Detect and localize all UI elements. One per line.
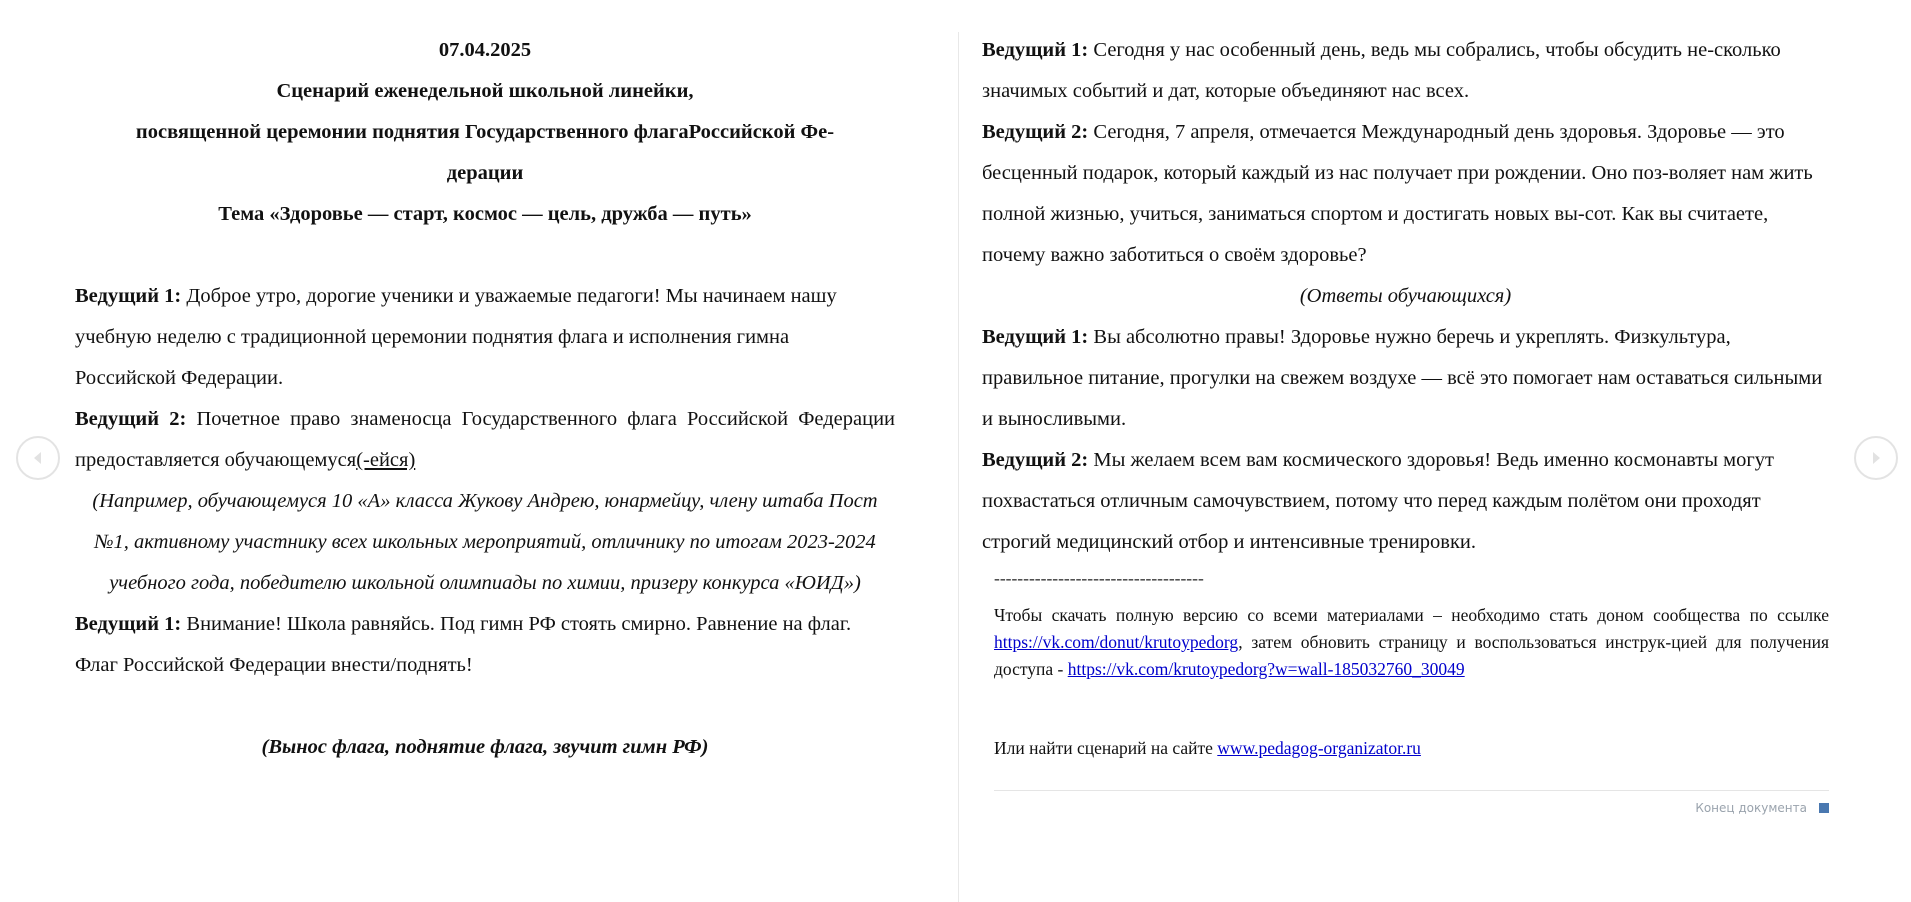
speaker-label: Ведущий 2:: [982, 449, 1089, 471]
end-marker-icon: [1819, 803, 1829, 813]
paragraph-text: Доброе утро, дорогие ученики и уважаемые педагоги! Мы начинаем нашу учебную неделю с традиционной церемонии поднятия флага и исполнения гимна Российской Федерации.: [75, 285, 837, 389]
title-line-3: дерации: [446, 162, 524, 184]
speaker-label: Ведущий 2:: [982, 121, 1089, 143]
next-page-button[interactable]: [1854, 436, 1898, 480]
left-paragraph-3: [75, 604, 895, 686]
right-paragraph-1: [982, 30, 1829, 112]
end-of-document: [982, 801, 1829, 815]
speaker-label: Ведущий 1:: [75, 613, 182, 635]
download-text: Чтобы скачать полную версию со всеми материалами – необходимо стать доном сообщества по ссылке: [994, 605, 1829, 625]
paragraph-suffix: (-ейся): [356, 449, 416, 471]
left-page: [75, 0, 895, 902]
paragraph-text: Сегодня у нас особенный день, ведь мы собрались, чтобы обсудить не-сколько значимых событий и дат, которые объединяют нас всех.: [982, 39, 1781, 102]
site-text: Или найти сценарий на сайте: [994, 738, 1213, 758]
chevron-right-icon: [1867, 449, 1885, 467]
right-paragraph-4: [982, 440, 1829, 563]
speaker-label: Ведущий 1:: [75, 285, 182, 307]
example-note: (Например, обучающемуся 10 «А» класса Жукову Андрею, юнармейцу, члену штаба Пост №1, активному участнику всех школьных мероприятий, отличнику по итогам 2023-2024 учебного года, победителю школьной олимпиады по химии, призеру конкурса «ЮИД»): [92, 490, 878, 594]
paragraph-text: Внимание! Школа равняйсь. Под гимн РФ стоять смирно. Равнение на флаг. Флаг Российской Федерации внести/поднять!: [75, 613, 852, 676]
end-separator: [994, 790, 1829, 791]
speaker-label: Ведущий 1:: [982, 39, 1089, 61]
right-page: [982, 0, 1829, 902]
right-paragraph-2: [982, 112, 1829, 276]
dashes-separator: ------------------------------------: [994, 568, 1204, 588]
download-text-2: , затем обновить страницу и воспользоваться инструк-цией для получения доступа -: [994, 632, 1829, 679]
left-paragraph-1: [75, 276, 895, 399]
left-paragraph-2: [75, 399, 895, 481]
paragraph-text: Вы абсолютно правы! Здоровье нужно беречь и укреплять. Физкультура, правильное питание, прогулки на свежем воздухе — всё это помогает нам оставаться сильными и выносливыми.: [982, 326, 1823, 430]
right-paragraph-3: [982, 317, 1829, 440]
page-divider: [958, 32, 959, 902]
prev-page-button[interactable]: [16, 436, 60, 480]
title-line-1: Сценарий еженедельной школьной линейки,: [276, 80, 694, 102]
stage-direction: (Вынос флага, поднятие флага, звучит гимн РФ): [261, 736, 709, 758]
theme-line: Тема «Здоровье — старт, космос — цель, дружба — путь»: [218, 203, 752, 225]
site-info: [982, 735, 1829, 762]
paragraph-text: Мы желаем всем вам космического здоровья! Ведь именно космонавты могут похвастаться отличным самочувствием, потому что перед каждым полётом они проходят строгий медицинский отбор и интенсивные тренировки.: [982, 449, 1774, 553]
paragraph-text: Почетное право знаменосца Государственного флага Российской Федерации предоставляется обучающемуся: [75, 408, 896, 471]
paragraph-text: Сегодня, 7 апреля, отмечается Международный день здоровья. Здоровье — это бесценный подарок, который каждый из нас получает при рождении. Оно поз-воляет нам жить полной жизнью, учиться, заниматься спортом и достигать новых вы-сот. Как вы считаете, почему важно заботиться о своём здоровье?: [982, 121, 1813, 266]
title-line-2: посвященной церемонии поднятия Государственного флагаРоссийской Фе-: [135, 121, 835, 143]
download-info: [982, 602, 1829, 683]
site-link[interactable]: www.pedagog-organizator.ru: [1217, 738, 1421, 758]
document-date: 07.04.2025: [438, 39, 532, 61]
donut-link[interactable]: https://vk.com/donut/krutoypedorg: [994, 632, 1239, 652]
answers-note: (Ответы обучающихся): [1299, 285, 1512, 307]
end-label: Конец документа: [1695, 801, 1807, 815]
speaker-label: Ведущий 2:: [75, 408, 187, 430]
speaker-label: Ведущий 1:: [982, 326, 1089, 348]
wall-link[interactable]: https://vk.com/krutoypedorg?w=wall-185032760_30049: [1067, 659, 1465, 679]
chevron-left-icon: [29, 449, 47, 467]
